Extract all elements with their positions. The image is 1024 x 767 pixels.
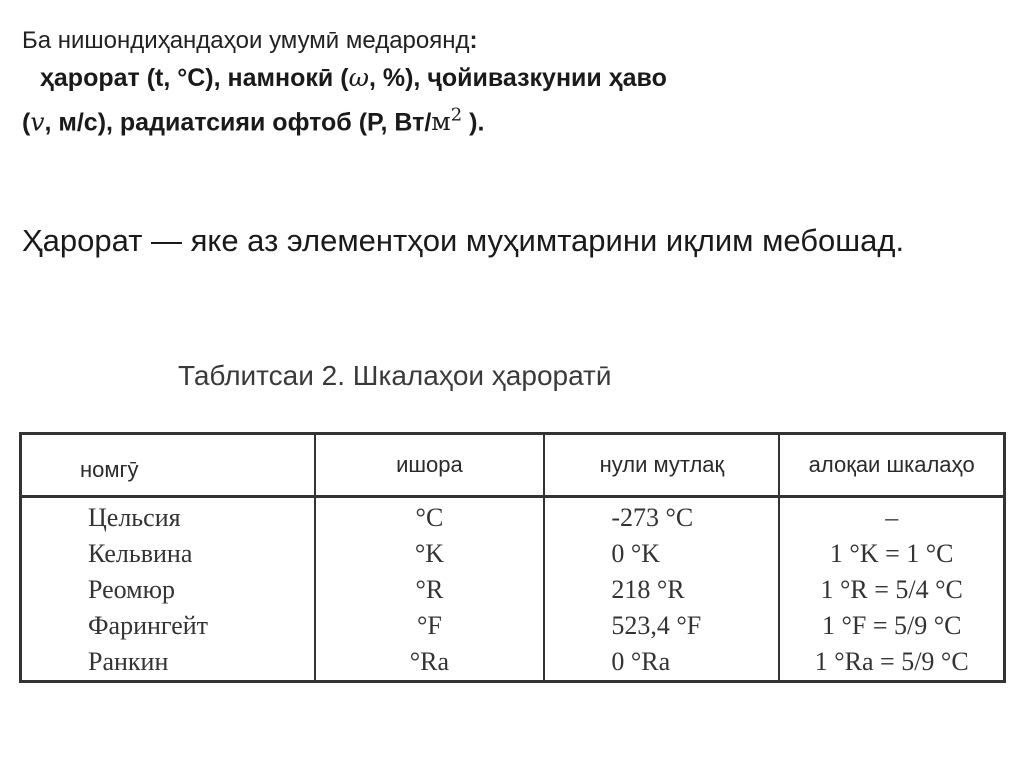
intro-heading-text: Ба нишондиҳандаҳои умумӣ медароянд: [22, 27, 470, 54]
cell-absolute-zero: 523,4 °F: [544, 608, 779, 644]
cell-relation: –: [779, 497, 1004, 537]
omega-symbol: ω: [348, 63, 369, 92]
table-row: [21, 497, 1005, 537]
cell-name: Кельвина: [88, 539, 193, 568]
cell-symbol: °Ra: [315, 644, 545, 682]
intro-heading: [22, 22, 1002, 59]
temperature-scales-table: [19, 432, 1006, 683]
table-row: [21, 608, 1005, 644]
cell-name: Реомюр: [88, 575, 176, 604]
cell-absolute-zero: 218 °R: [544, 572, 779, 608]
intro-block: [22, 22, 1002, 141]
indicator-humidity-a: намнокӣ (: [227, 64, 349, 92]
cell-relation: 1 °F = 5/9 °C: [779, 608, 1004, 644]
cell-symbol: °R: [315, 572, 545, 608]
header-symbol: ишора: [315, 434, 545, 497]
velocity-symbol: v: [30, 107, 45, 137]
cell-symbol: °C: [315, 497, 545, 537]
unit-meter-letter: м: [431, 107, 451, 137]
table-header-row: [21, 434, 1005, 497]
cell-name: Цельсия: [88, 503, 181, 532]
table-row: [21, 536, 1005, 572]
cell-symbol: °F: [315, 608, 545, 644]
cell-name: Фарингейт: [88, 611, 209, 640]
unit-meter: [431, 107, 462, 136]
cell-name: Ранкин: [88, 647, 169, 676]
indicators-list-line2: [22, 97, 1002, 141]
indicator-humidity-b: , %),: [368, 64, 421, 92]
temperature-definition: Ҳарорат — яке аз элементҳои муҳимтарини иқлим мебошад.: [22, 223, 905, 258]
header-absolute-zero: нули мутлақ: [544, 434, 779, 497]
paren-close: ).: [462, 108, 485, 137]
indicator-solar-radiation: , м/с), радиатсияи офтоб (P, Вт/: [44, 108, 432, 137]
intro-heading-colon: :: [469, 27, 478, 54]
table-row: [21, 572, 1005, 608]
header-name: номгӯ: [21, 434, 315, 497]
cell-relation: 1 °R = 5/4 °C: [779, 572, 1004, 608]
cell-symbol: °K: [315, 536, 545, 572]
cell-absolute-zero: 0 °Ra: [544, 644, 779, 682]
unit-meter-exponent: 2: [450, 105, 463, 126]
table-row: [21, 644, 1005, 682]
cell-absolute-zero: -273 °C: [544, 497, 779, 537]
indicator-temperature: ҳарорат (t, °C),: [40, 64, 221, 92]
indicators-list: [22, 59, 1002, 97]
cell-relation: 1 °Ra = 5/9 °C: [779, 644, 1004, 682]
cell-absolute-zero: 0 °K: [544, 536, 779, 572]
table-caption: Таблитсаи 2. Шкалаҳои ҳароратӣ: [178, 360, 612, 391]
indicator-air-movement: ҷойивазкунии ҳаво: [427, 64, 667, 92]
cell-relation: 1 °K = 1 °C: [779, 536, 1004, 572]
paren-open: (: [22, 108, 31, 137]
header-relation: алоқаи шкалаҳо: [779, 434, 1004, 497]
